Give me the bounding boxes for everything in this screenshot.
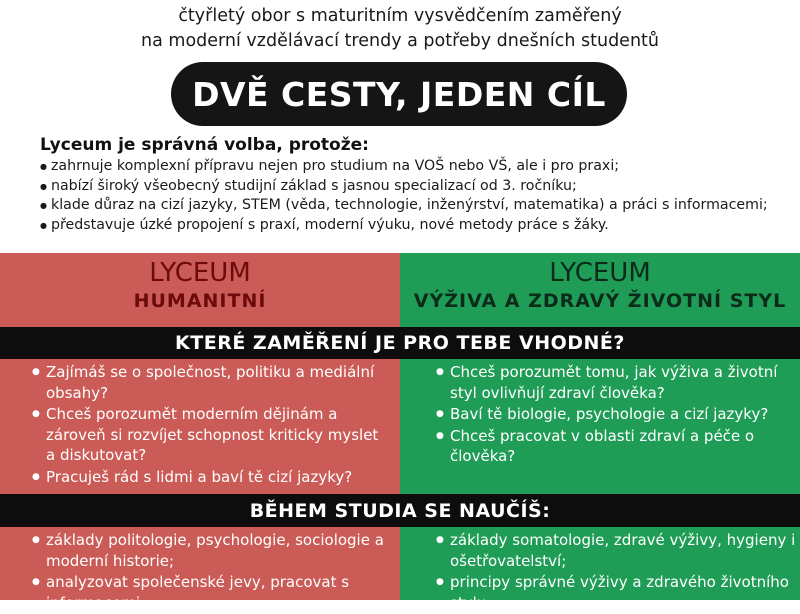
intro-line-1: čtyřletý obor s maturitním vysvědčením zaměřený bbox=[178, 6, 622, 26]
reasons-heading: Lyceum je správná volba, protože: bbox=[40, 135, 369, 155]
intro-line-2: na moderní vzdělávací trendy a potřeby dnešních studentů bbox=[141, 31, 659, 51]
humanities-title: LYCEUM bbox=[149, 258, 251, 288]
nutrition-header bbox=[400, 253, 800, 314]
reason-item: ● zahrnuje komplexní přípravu nejen pro studium na VOŠ nebo VŠ, ale i pro praxi; bbox=[40, 157, 800, 177]
list-item: ● Pracuješ rád s lidmi a baví tě cizí jazyky? bbox=[32, 467, 392, 488]
list-item: ● Baví tě biologie, psychologie a cizí jazyky? bbox=[436, 404, 796, 425]
humanities-header bbox=[0, 253, 400, 314]
humanities-questions bbox=[32, 362, 392, 488]
list-item: ● Chceš porozumět tomu, jak výživa a životní styl ovlivňují zdraví člověka? bbox=[436, 362, 796, 403]
banner-pill: DVĚ CESTY, JEDEN CÍL bbox=[171, 62, 627, 126]
list-item: ● základy somatologie, zdravé výživy, hygieny i ošetřovatelství; bbox=[436, 530, 796, 571]
humanities-skills bbox=[32, 530, 392, 614]
reason-item: ● nabízí široký všeobecný studijní základ s jasnou specializací od 3. ročníku; bbox=[40, 177, 800, 197]
reason-item: ● představuje úzké propojení s praxí, moderní výuku, nové metody práce s žáky. bbox=[40, 216, 800, 236]
nutrition-questions bbox=[436, 362, 796, 468]
list-item: ● analyzovat společenské jevy, pracovat s informacemi bbox=[32, 572, 392, 613]
reasons-list bbox=[40, 157, 800, 235]
list-item: ● Chceš pracovat v oblasti zdraví a péče o člověka? bbox=[436, 426, 796, 467]
learn-band: BĚHEM STUDIA SE NAUČÍŠ: bbox=[0, 494, 800, 527]
nutrition-subtitle: VÝŽIVA A ZDRAVÝ ŽIVOTNÍ STYL bbox=[413, 290, 787, 312]
humanities-subtitle: HUMANITNÍ bbox=[133, 290, 267, 312]
reasons-section bbox=[40, 135, 800, 235]
nutrition-title: LYCEUM bbox=[549, 258, 651, 288]
nutrition-skills bbox=[436, 530, 796, 614]
list-item: ● základy politologie, psychologie, sociologie a moderní historie; bbox=[32, 530, 392, 571]
list-item: ● principy správné výživy a zdravého životního stylu bbox=[436, 572, 796, 613]
intro-text bbox=[0, 4, 800, 54]
question-band: KTERÉ ZAMĚŘENÍ JE PRO TEBE VHODNÉ? bbox=[0, 327, 800, 359]
list-item: ● Zajímáš se o společnost, politiku a mediální obsahy? bbox=[32, 362, 392, 403]
reason-item: ● klade důraz na cizí jazyky, STEM (věda, technologie, inženýrství, matematika) a práci s informacemi; bbox=[40, 196, 800, 216]
list-item: ● Chceš porozumět moderním dějinám a zároveň si rozvíjet schopnost kriticky myslet a diskutovat? bbox=[32, 404, 392, 466]
